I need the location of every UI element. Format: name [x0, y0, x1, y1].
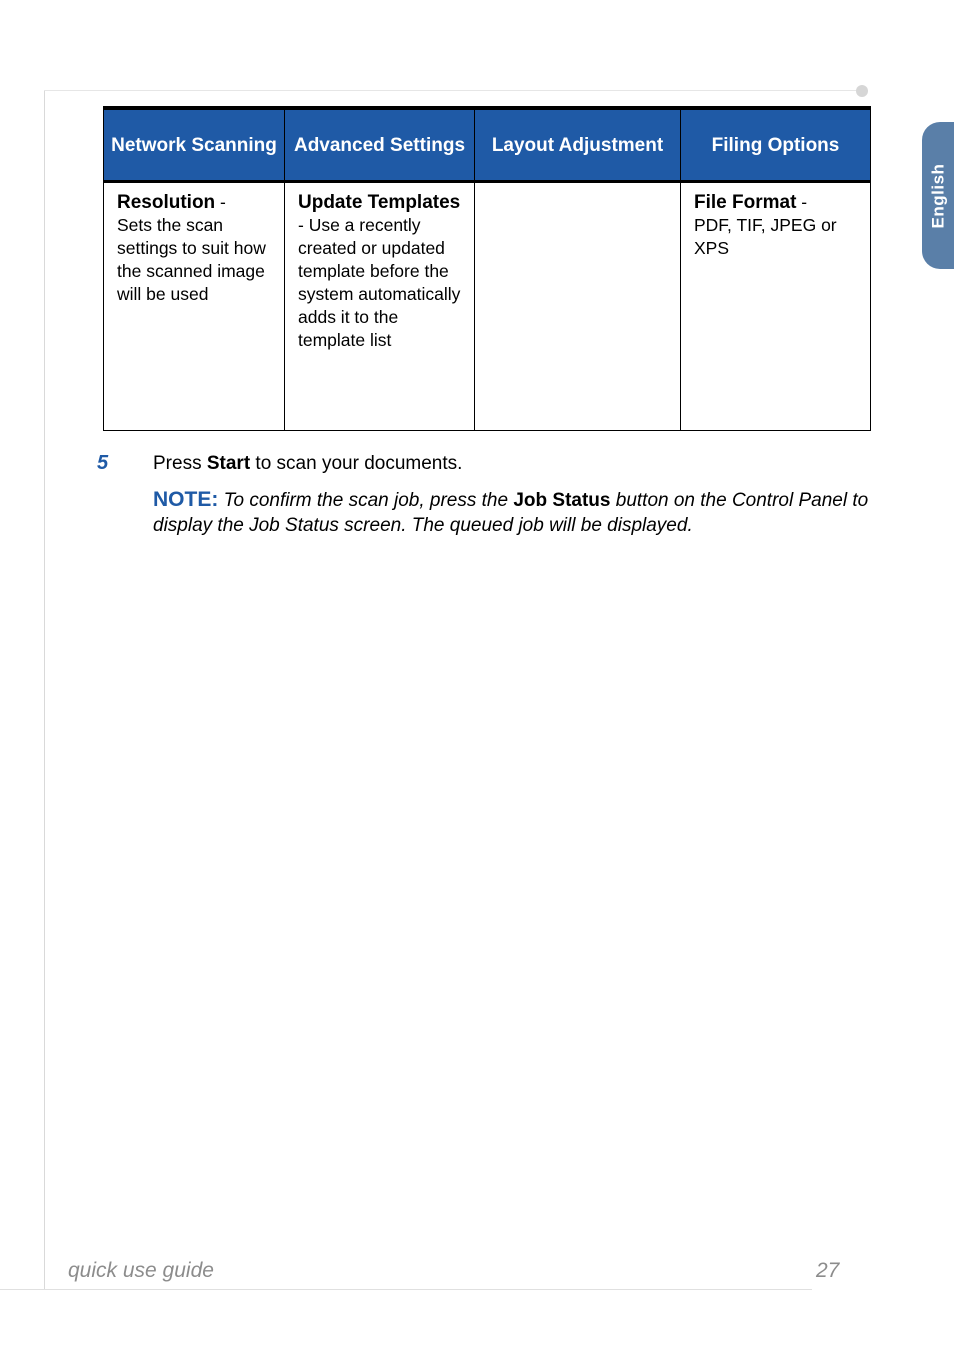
- cell-term: Resolution: [117, 192, 216, 213]
- cell-filing-options: [681, 182, 871, 431]
- cell-term: Update Templates: [298, 192, 461, 213]
- header-network-scanning: Network Scanning: [104, 108, 285, 182]
- cell-desc: Sets the scan settings to suit how the scanned image will be used: [117, 215, 266, 304]
- corner-dot: [856, 85, 868, 97]
- note-text-after: button on the Control Panel to display the Job Status screen. The queued job will be displayed.: [153, 490, 869, 536]
- cell-network-scanning: [104, 182, 285, 431]
- left-margin-rule: [44, 90, 45, 1290]
- header-filing-options: Filing Options: [681, 108, 871, 182]
- cell-term: File Format: [694, 192, 797, 213]
- header-layout-adjustment: Layout Adjustment: [475, 108, 681, 182]
- cell-advanced-settings: [285, 182, 475, 431]
- footer-rule: [0, 1289, 812, 1290]
- footer-title: quick use guide: [68, 1259, 214, 1282]
- note-paragraph: [153, 487, 873, 538]
- scan-options-table: [103, 106, 871, 431]
- step-number: 5: [97, 452, 109, 474]
- step-text-after: to scan your documents.: [250, 453, 463, 474]
- step-instruction: [153, 453, 462, 475]
- cell-desc: PDF, TIF, JPEG or XPS: [694, 215, 837, 258]
- cell-sep: -: [796, 192, 808, 212]
- cell-sep: -: [215, 192, 226, 212]
- cell-sep: -: [298, 215, 309, 235]
- table-header-row: [104, 108, 871, 182]
- cell-desc: Use a recently created or updated template before the system automatically adds it to the template list: [298, 215, 461, 350]
- language-tab-label: English: [928, 163, 947, 228]
- header-advanced-settings: Advanced Settings: [285, 108, 475, 182]
- note-job-status-keyword: Job Status: [513, 490, 611, 511]
- language-tab: [922, 122, 954, 269]
- step-start-keyword: Start: [206, 453, 251, 474]
- top-margin-rule: [44, 90, 856, 91]
- page-number: 27: [816, 1259, 840, 1282]
- step-text-before: Press: [153, 453, 207, 474]
- note-label: NOTE:: [153, 488, 219, 511]
- note-text-before: To confirm the scan job, press the: [218, 490, 514, 511]
- cell-layout-adjustment: [475, 182, 681, 431]
- table-row: [104, 182, 871, 431]
